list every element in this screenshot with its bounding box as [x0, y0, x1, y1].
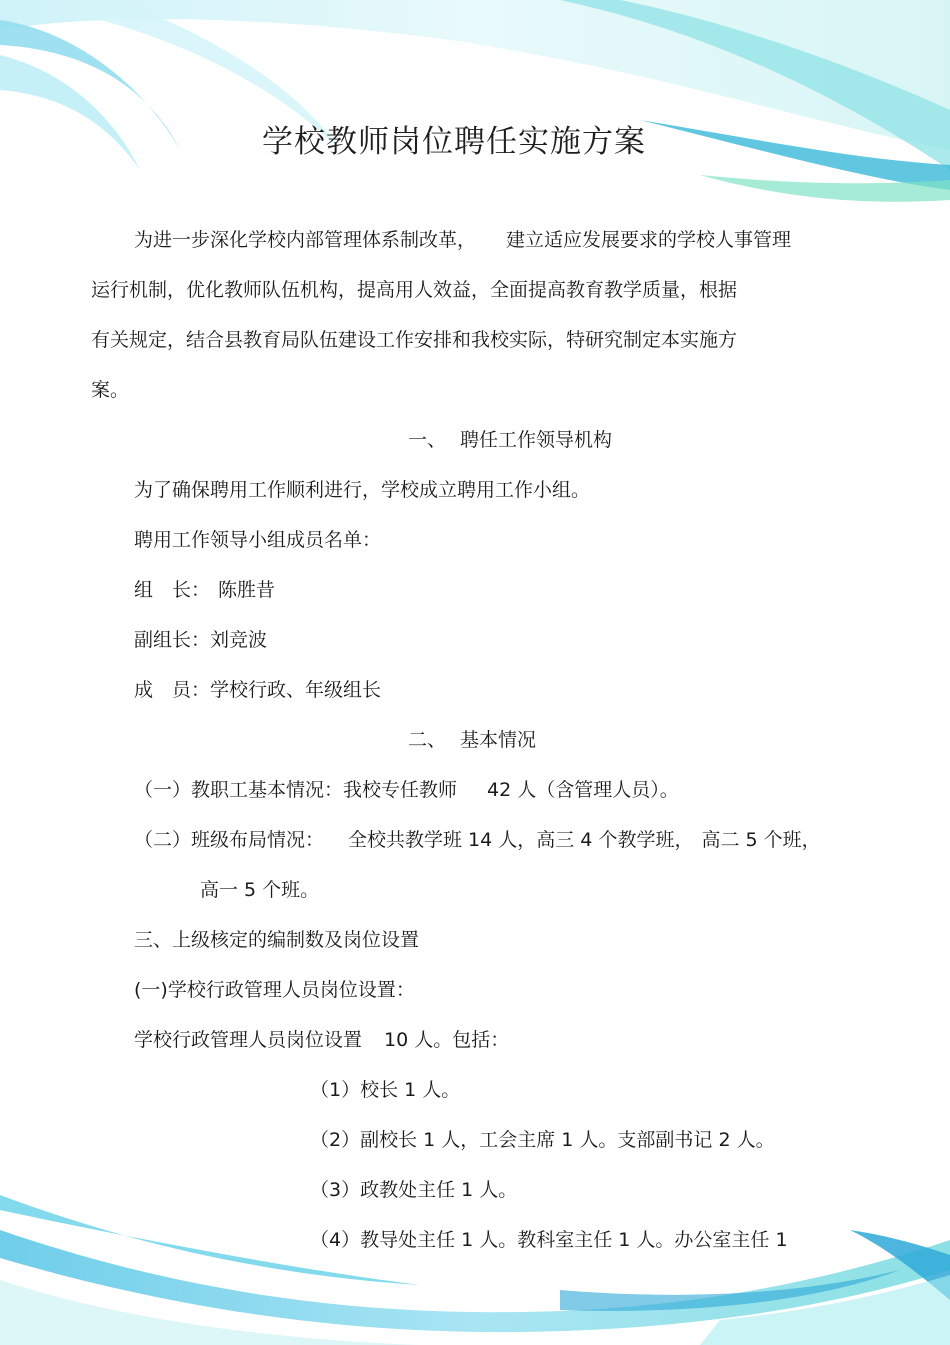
section2-item-2	[134, 828, 821, 852]
section2-item-1a: （一）教职工基本情况：我校专任教师	[134, 779, 458, 801]
intro-line-4: 案。	[91, 379, 130, 401]
section1-title: 聘任工作领导机构	[460, 429, 613, 451]
list-item-text: 政教处主任 1 人。	[360, 1179, 518, 1201]
leader-name: 陈胜昔	[218, 579, 276, 601]
document-title: 学校教师岗位聘任实施方案	[262, 124, 646, 160]
section2-number: 二、	[408, 729, 447, 751]
section2-item-2a: （二）班级布局情况：	[134, 829, 325, 851]
list-item	[310, 1228, 788, 1252]
section3-paragraph-1	[134, 1028, 509, 1052]
list-item	[310, 1128, 775, 1152]
section3-paragraph-1a: 学校行政管理人员岗位设置	[134, 1029, 363, 1051]
members-label: 成 员：	[134, 679, 211, 701]
section2-item-1b: 42 人（含管理人员）。	[487, 779, 679, 801]
list-item-text: 校长 1 人。	[360, 1079, 461, 1101]
leader-label: 组 长：	[134, 579, 211, 601]
section1-paragraph-2: 聘用工作领导小组成员名单：	[134, 529, 382, 551]
intro-line-3: 有关规定，结合县教育局队伍建设工作安排和我校实际，特研究制定本实施方	[91, 329, 738, 351]
section2-title: 基本情况	[460, 729, 537, 751]
section2-item-1	[134, 778, 679, 802]
section2-heading	[408, 728, 536, 752]
list-item	[310, 1178, 517, 1202]
deputy-label: 副组长：	[134, 629, 211, 651]
section2-item-2b: 全校共教学班 14 人，高三 4 个教学班，	[348, 829, 694, 851]
section1-heading	[408, 428, 612, 452]
section1-paragraph-1: 为了确保聘用工作顺利进行，学校成立聘用工作小组。	[134, 479, 591, 501]
leader-line	[134, 578, 275, 602]
list-item-number: （3）	[310, 1179, 361, 1201]
section2-item-2c: 高二 5 个班，	[701, 829, 821, 851]
deputy-line	[134, 628, 267, 652]
intro-line-1b: 建立适应发展要求的学校人事管理	[506, 229, 792, 251]
intro-line-2: 运行机制，优化教师队伍机构，提高用人效益，全面提高教育教学质量，根据	[91, 279, 738, 301]
intro-line-1a: 为进一步深化学校内部管理体系制改革，	[134, 229, 477, 251]
list-item	[310, 1078, 460, 1102]
section1-number: 一、	[408, 429, 447, 451]
members-line	[134, 678, 381, 702]
section3-heading: 三、上级核定的编制数及岗位设置	[134, 929, 420, 951]
deputy-name: 刘竞波	[210, 629, 268, 651]
list-item-number: （1）	[310, 1079, 361, 1101]
list-item-number: （4）	[310, 1229, 361, 1251]
section2-item-2-continued: 高一 5 个班。	[200, 879, 320, 901]
list-item-number: （2）	[310, 1129, 361, 1151]
intro-line-1	[134, 228, 791, 252]
members-value: 学校行政、年级组长	[210, 679, 382, 701]
list-item-text: 副校长 1 人，工会主席 1 人。支部副书记 2 人。	[360, 1129, 775, 1151]
section3-paragraph-1b: 10 人。包括：	[384, 1029, 510, 1051]
section3-subheading-1: (一)学校行政管理人员岗位设置：	[134, 979, 415, 1001]
list-item-text: 教导处主任 1 人。教科室主任 1 人。办公室主任 1	[360, 1229, 788, 1251]
